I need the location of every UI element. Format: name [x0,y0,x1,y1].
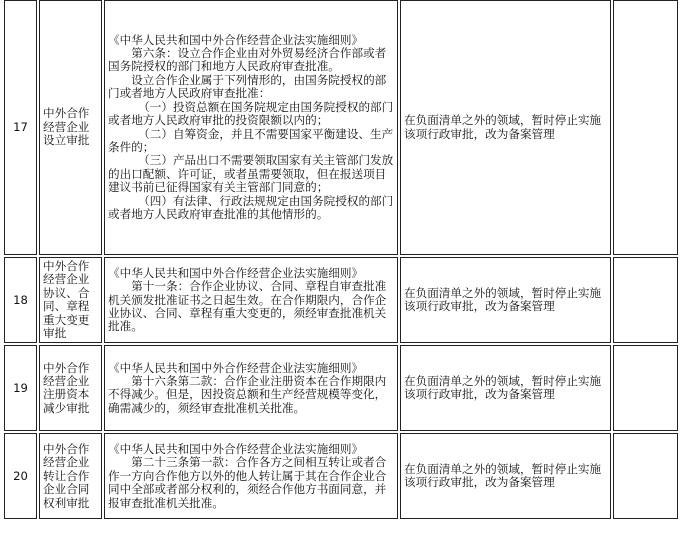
law-paragraph: （二）自筹资金，并且不需要国家平衡建设、生产条件的； [108,126,394,154]
item-name: 中外合作经营企业转让合作企业合同权利审批 [39,433,102,519]
empty-cell [613,257,678,343]
item-name: 中外合作经营企业设立审批 [39,0,102,255]
adjustment-note: 在负面清单之外的领域，暂时停止实施该项行政审批，改为备案管理 [400,257,611,343]
law-paragraph: 第十六条第二款：合作企业注册资本在合作期限内不得减少。但是，因投资总额和生产经营规模等变化，确需减少的，须经审查批准机关批准。 [108,374,387,415]
law-title: 《中华人民共和国中外合作经营企业法实施细则》 [108,265,364,280]
empty-cell [613,0,678,255]
item-number: 20 [4,433,37,519]
table-row [4,0,678,255]
table-row [4,345,678,431]
adjustment-note: 在负面清单之外的领域，暂时停止实施该项行政审批，改为备案管理 [400,345,611,431]
item-number: 17 [4,0,37,255]
legal-basis-cell [104,433,398,519]
adjustment-note: 在负面清单之外的领域，暂时停止实施该项行政审批，改为备案管理 [400,433,611,519]
law-paragraph: （四）有法律、行政法规规定由国务院授权的部门或者地方人民政府审查批准的其他情形的。 [108,193,394,221]
empty-cell [613,345,678,431]
law-paragraph: 设立合作企业属于下列情形的，由国务院授权的部门或者地方人民政府审查批准： [108,72,387,101]
law-paragraph: （一）投资总额在国务院规定由国务院授权的部门或者地方人民政府审批的投资限额以内的； [108,99,394,128]
table-row [4,433,678,519]
adjustment-note: 在负面清单之外的领域，暂时停止实施该项行政审批，改为备案管理 [400,0,611,255]
item-number: 19 [4,345,37,431]
law-title: 《中华人民共和国中外合作经营企业法实施细则》 [108,441,364,456]
approval-items-table [2,0,680,521]
legal-basis-cell [104,257,398,343]
legal-basis-cell [104,345,398,431]
law-paragraph: 第十一条：合作企业协议、合同、章程自审查批准机关颁发批准证书之日起生效。在合作期限内，合作企业协议、合同、章程有重大变更的，须经审查批准机关批准。 [108,279,387,334]
table-row [4,257,678,343]
law-paragraph: （三）产品出口不需要领取国家有关主管部门发放的出口配额、许可证，或者虽需要领取，但在报送项目建议书前已征得国家有关主管部门同意的； [108,153,394,195]
law-paragraph: 第二十三条第一款：合作各方之间相互转让或者合作一方向合作他方以外的他人转让属于其在合作企业合同中全部或者部分权利的，须经合作他方书面同意，并报审查批准机关批准。 [108,455,387,510]
item-name: 中外合作经营企业注册资本减少审批 [39,345,102,431]
law-title: 《中华人民共和国中外合作经营企业法实施细则》 [108,32,364,47]
empty-cell [613,433,678,519]
item-number: 18 [4,257,37,343]
law-title: 《中华人民共和国中外合作经营企业法实施细则》 [108,360,364,375]
item-name: 中外合作经营企业协议、合同、章程重大变更审批 [39,257,102,343]
law-paragraph: 第六条：设立合作企业由对外贸易经济合作部或者国务院授权的部门和地方人民政府审查批准。 [108,46,387,74]
legal-basis-cell [104,0,398,255]
